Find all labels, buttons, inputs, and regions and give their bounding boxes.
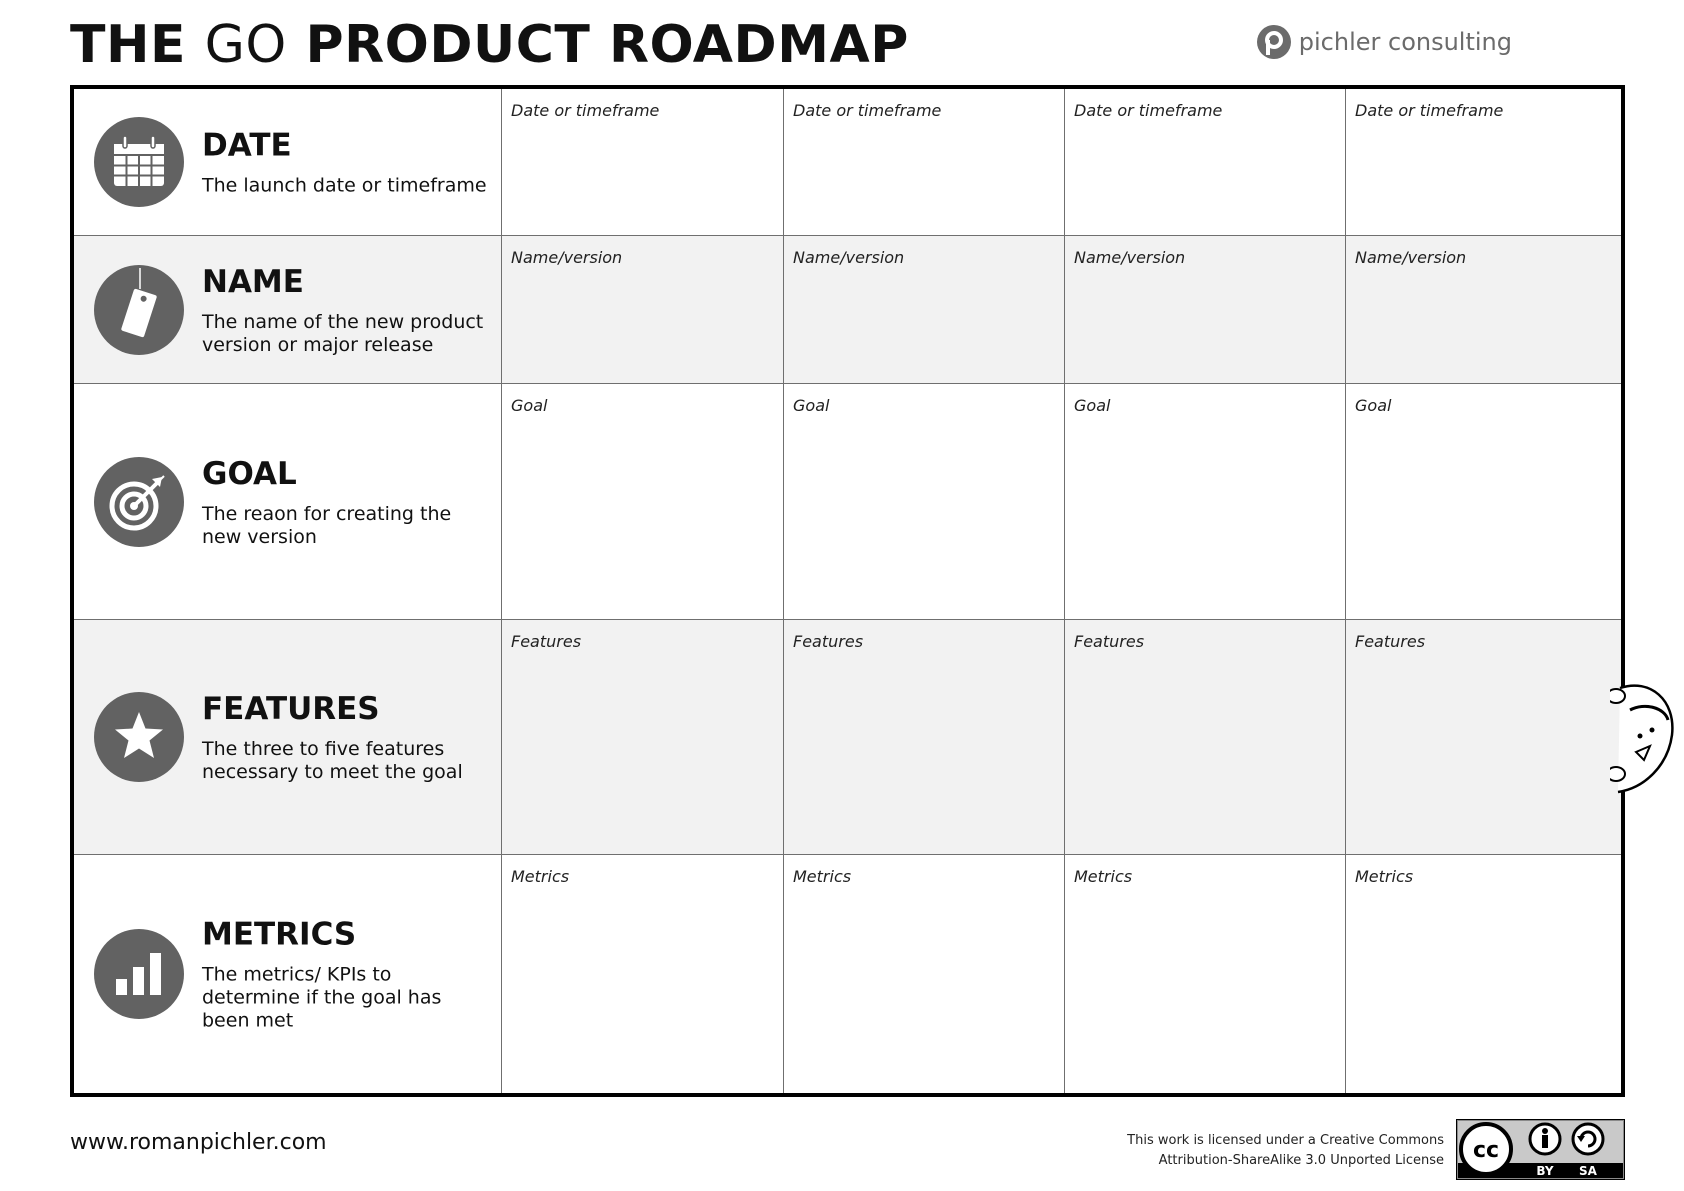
cc-by-sa-badge-icon[interactable] bbox=[1456, 1119, 1625, 1180]
roadmap-cell-features-1[interactable] bbox=[502, 620, 784, 855]
roadmap-cell-goal-2[interactable] bbox=[784, 384, 1065, 620]
roadmap-grid bbox=[70, 85, 1625, 1097]
row-description: The metrics/ KPIs to determine if the goal has been met bbox=[202, 963, 442, 1032]
cell-placeholder: Date or timeframe bbox=[793, 101, 942, 120]
cell-placeholder: Goal bbox=[1074, 396, 1111, 415]
star-icon bbox=[94, 692, 184, 782]
roadmap-cell-date-4[interactable] bbox=[1346, 89, 1621, 236]
cell-placeholder: Metrics bbox=[793, 867, 852, 886]
cc-by-text: BY bbox=[1536, 1164, 1554, 1178]
license-text bbox=[1127, 1131, 1444, 1171]
roadmap-cell-features-3[interactable] bbox=[1065, 620, 1346, 855]
page-title bbox=[70, 10, 909, 80]
roadmap-cell-name-3[interactable] bbox=[1065, 236, 1346, 384]
roadmap-cell-goal-1[interactable] bbox=[502, 384, 784, 620]
roadmap-cell-date-3[interactable] bbox=[1065, 89, 1346, 236]
title-the: THE bbox=[70, 15, 205, 75]
peeking-character-illustration bbox=[1610, 680, 1680, 795]
brand-name: pichler consulting bbox=[1298, 28, 1512, 56]
cell-placeholder: Date or timeframe bbox=[1074, 101, 1223, 120]
roadmap-cell-features-4[interactable] bbox=[1346, 620, 1621, 855]
roadmap-cell-goal-3[interactable] bbox=[1065, 384, 1346, 620]
roadmap-cell-metrics-4[interactable] bbox=[1346, 855, 1621, 1093]
cell-placeholder: Features bbox=[1355, 632, 1426, 651]
cell-placeholder: Goal bbox=[1355, 396, 1392, 415]
license-line-2: Attribution-ShareAlike 3.0 Unported License bbox=[1158, 1153, 1444, 1168]
title-go: GO bbox=[204, 15, 287, 75]
cell-placeholder: Name/version bbox=[511, 248, 623, 267]
row-heading: FEATURES bbox=[202, 691, 380, 727]
cell-placeholder: Goal bbox=[793, 396, 830, 415]
cell-placeholder: Metrics bbox=[1074, 867, 1133, 886]
cell-placeholder: Name/version bbox=[793, 248, 905, 267]
row-heading: DATE bbox=[202, 127, 292, 164]
tag-icon bbox=[94, 265, 184, 355]
roadmap-cell-metrics-2[interactable] bbox=[784, 855, 1065, 1093]
row-label-date bbox=[74, 89, 502, 236]
cell-placeholder: Features bbox=[793, 632, 864, 651]
row-label-metrics bbox=[74, 855, 502, 1093]
cell-placeholder: Features bbox=[511, 632, 582, 651]
license-line-1: This work is licensed under a Creative Commons bbox=[1127, 1133, 1444, 1148]
cell-placeholder: Features bbox=[1074, 632, 1145, 651]
roadmap-cell-name-1[interactable] bbox=[502, 236, 784, 384]
cell-placeholder: Name/version bbox=[1074, 248, 1186, 267]
cell-placeholder: Goal bbox=[511, 396, 548, 415]
cell-placeholder: Name/version bbox=[1355, 248, 1467, 267]
roadmap-cell-name-4[interactable] bbox=[1346, 236, 1621, 384]
row-description: The name of the new product version or major release bbox=[202, 310, 484, 356]
row-description: The three to five features necessary to meet the goal bbox=[202, 738, 463, 783]
row-description: The launch date or timeframe bbox=[202, 174, 487, 197]
row-label-goal bbox=[74, 384, 502, 620]
row-label-features bbox=[74, 620, 502, 855]
calendar-icon bbox=[94, 117, 184, 207]
roadmap-cell-features-2[interactable] bbox=[784, 620, 1065, 855]
roadmap-cell-date-1[interactable] bbox=[502, 89, 784, 236]
pichler-logo-icon bbox=[1255, 23, 1293, 61]
cell-placeholder: Date or timeframe bbox=[1355, 101, 1504, 120]
title-product-roadmap: PRODUCT ROADMAP bbox=[286, 15, 909, 75]
cc-sa-text: SA bbox=[1579, 1164, 1597, 1178]
target-icon bbox=[94, 457, 184, 547]
roadmap-cell-metrics-1[interactable] bbox=[502, 855, 784, 1093]
roadmap-cell-metrics-3[interactable] bbox=[1065, 855, 1346, 1093]
roadmap-cell-goal-4[interactable] bbox=[1346, 384, 1621, 620]
cc-text: cc bbox=[1472, 1138, 1500, 1163]
website-link[interactable]: www.romanpichler.com bbox=[70, 1130, 327, 1155]
roadmap-cell-date-2[interactable] bbox=[784, 89, 1065, 236]
cell-placeholder: Date or timeframe bbox=[511, 101, 660, 120]
cell-placeholder: Metrics bbox=[511, 867, 570, 886]
bar-chart-icon bbox=[94, 929, 184, 1019]
row-description: The reaon for creating the new version bbox=[202, 502, 452, 548]
row-heading: NAME bbox=[202, 263, 304, 300]
brand bbox=[1255, 20, 1512, 64]
row-heading: METRICS bbox=[202, 916, 357, 953]
cell-placeholder: Metrics bbox=[1355, 867, 1414, 886]
roadmap-cell-name-2[interactable] bbox=[784, 236, 1065, 384]
row-heading: GOAL bbox=[202, 455, 297, 492]
row-label-name bbox=[74, 236, 502, 384]
